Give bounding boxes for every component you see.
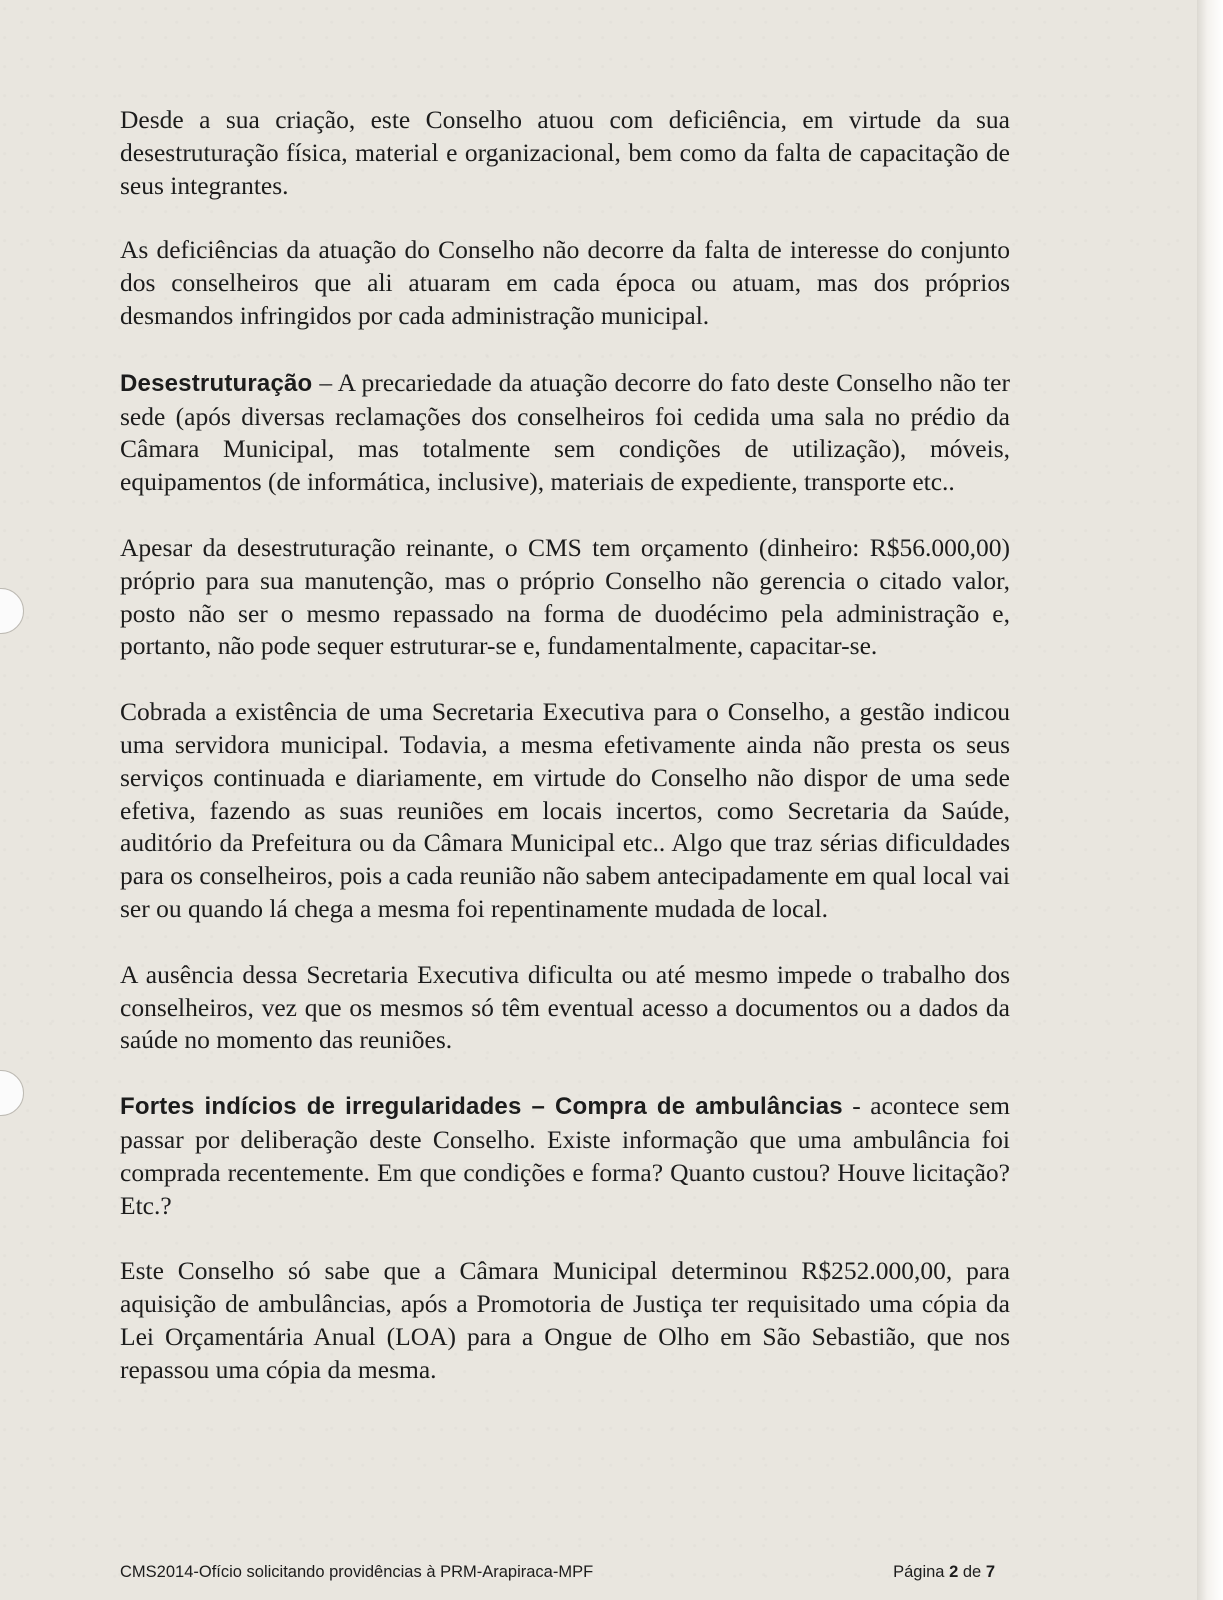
paragraph <box>120 532 1010 663</box>
paragraph-text: A ausência dessa Secretaria Executiva dificulta ou até mesmo impede o trabalho dos conselheiros, vez que os mesmos só têm eventual acesso a documentos ou a dados da saúde no momento das reuniões. <box>120 959 1010 1055</box>
footer-document-title: CMS2014-Ofício solicitando providências à PRM-Arapiraca-MPF <box>120 1563 594 1581</box>
document-body <box>120 104 1010 1420</box>
paragraph-text: As deficiências da atuação do Conselho não decorre da falta de interesse do conjunto dos conselheiros que ali atuaram em cada época ou atuam, mas dos próprios desmandos infringidos por cada administração municipal. <box>120 235 1010 330</box>
punch-hole <box>0 588 24 634</box>
paragraph <box>120 234 1010 332</box>
paragraph-desestruturacao <box>120 367 1010 499</box>
paragraph-text: Cobrada a existência de uma Secretaria Executiva para o Conselho, a gestão indicou uma servidora municipal. Todavia, a mesma efetivamente ainda não presta os seus serviços continuada e diariamente, em virtude do Conselho não dispor de uma sede efetiva, fazendo as suas reuniões em locais incertos, como Secretaria da Saúde, auditório da Prefeitura ou da Câmara Municipal etc.. Algo que traz sérias dificuldades para os conselheiros, pois a cada reunião não sabem antecipadamente em qual local vai ser ou quando lá chega a mesma foi repentinamente mudada de local. <box>120 697 1010 923</box>
page-total: 7 <box>985 1563 995 1581</box>
page-label: Página <box>893 1563 945 1581</box>
page-number <box>893 1563 995 1582</box>
paragraph-text: – A precariedade da atuação decorre do fato deste Conselho não ter sede (após diversas reclamações dos conselheiros foi cedida uma sala no prédio da Câmara Municipal, mas totalmente sem condições de utilização), móveis, equipamentos (de informática, inclusive), materiais de expediente, transporte etc.. <box>120 367 1010 497</box>
paragraph-text: Desde a sua criação, este Conselho atuou com deficiência, em virtude da sua desestruturação física, material e organizacional, bem como da falta de capacitação de seus integrantes. <box>120 105 1010 200</box>
section-heading: Fortes indícios de irregularidades – Compra de ambulâncias <box>120 1093 843 1121</box>
paragraph-text: - acontece sem passar por deliberação deste Conselho. Existe informação que uma ambulância foi comprada recentemente. Em que condições e forma? Quanto custou? Houve licitação? Etc.? <box>120 1091 1010 1220</box>
paragraph <box>120 104 1010 202</box>
punch-hole <box>0 1070 24 1116</box>
paragraph <box>120 1255 1010 1386</box>
paragraph <box>120 959 1010 1057</box>
page-separator: de <box>962 1563 982 1581</box>
paragraph-text: Apesar da desestruturação reinante, o CMS tem orçamento (dinheiro: R$56.000,00) próprio para sua manutenção, mas o próprio Conselho não gerencia o citado valor, posto não ser o mesmo repassado na forma de duodécimo pela administração e, portanto, não pode sequer estruturar-se e, fundamentalmente, capacitar-se. <box>120 532 1010 661</box>
page-current: 2 <box>949 1563 959 1581</box>
paragraph <box>120 696 1010 926</box>
section-heading: Desestruturação <box>120 369 313 397</box>
paragraph-fortes-indicios <box>120 1090 1010 1222</box>
paragraph-text: Este Conselho só sabe que a Câmara Municipal determinou R$252.000,00, para aquisição de ambulâncias, após a Promotoria de Justiça ter requisitado uma cópia da Lei Orçamentária Anual (LOA) para a Ongue de Olho em São Sebastião, que nos repassou uma cópia da mesma. <box>120 1256 1010 1384</box>
page-edge <box>1197 0 1223 1600</box>
